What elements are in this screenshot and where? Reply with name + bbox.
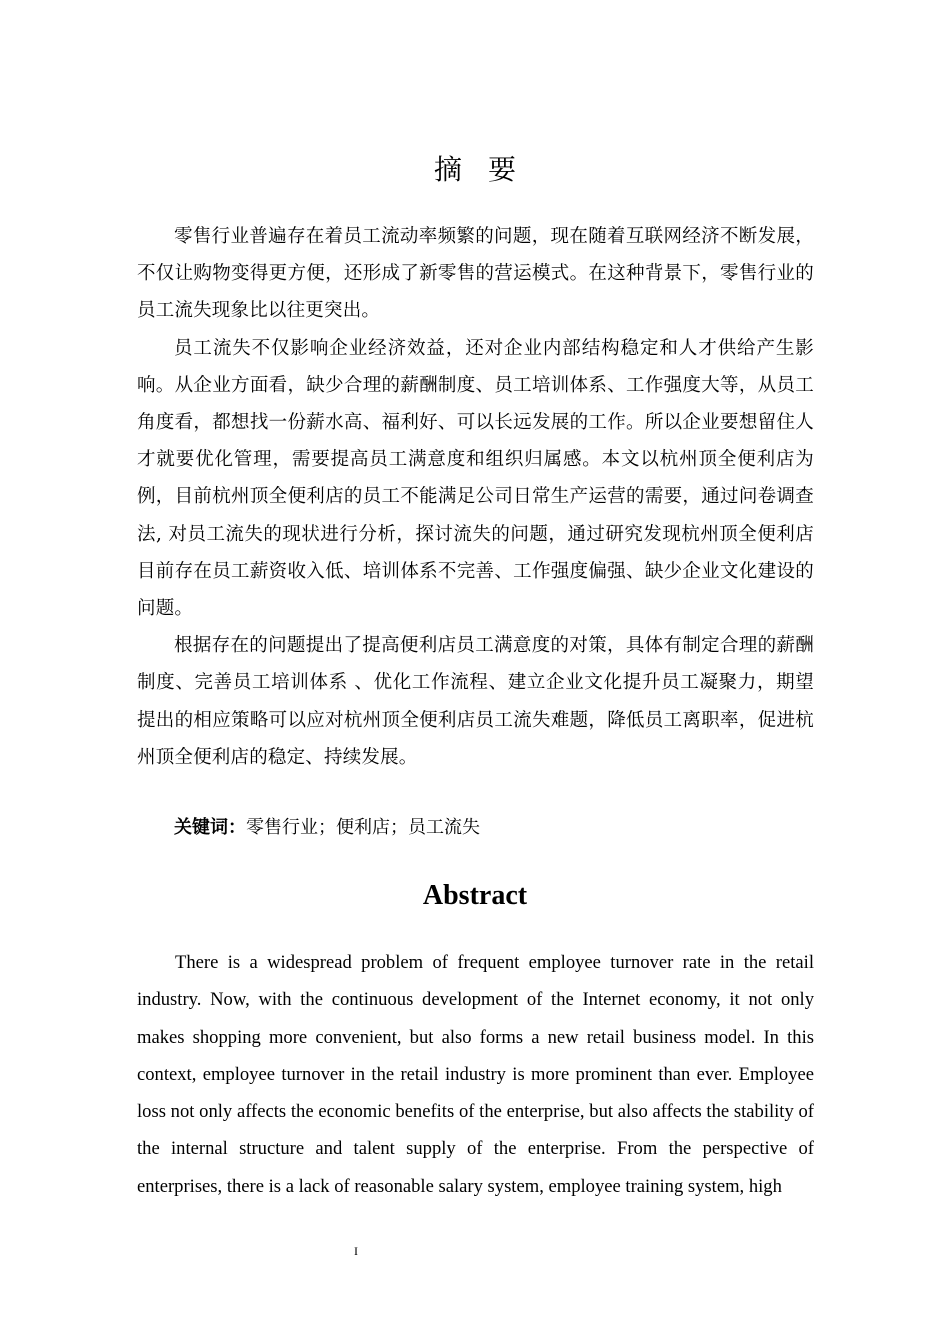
page-number: I: [354, 1244, 358, 1258]
keywords-label: 关键词：: [174, 817, 246, 838]
english-abstract-body: [137, 944, 814, 1205]
chinese-abstract-body: [137, 218, 814, 776]
english-abstract-title: Abstract: [422, 880, 528, 911]
chinese-abstract-paragraph: 根据存在的问题提出了提高便利店员工满意度的对策，具体有制定合理的薪酬制度、完善员工培训体系 、优化工作流程、建立企业文化提升员工凝聚力，期望提出的相应策略可以应对杭州顶全便利店员工流失难题，降低员工离职率，促进杭州顶全便利店的稳定、持续发展。: [137, 635, 814, 768]
chinese-abstract-title: 摘要: [433, 153, 542, 186]
keywords-line: [174, 810, 480, 846]
chinese-abstract-paragraph: 员工流失不仅影响企业经济效益，还对企业内部结构稳定和人才供给产生影响。从企业方面看，缺少合理的薪酬制度、员工培训体系、工作强度大等，从员工角度看，都想找一份薪水高、福利好、可以长远发展的工作。所以企业要想留住人才就要优化管理，需要提高员工满意度和组织归属感。本文以杭州顶全便利店为例，目前杭州顶全便利店的员工不能满足公司日常生产运营的需要，通过问卷调查法, 对员工流失的现状进行分析，探讨流失的问题，通过研究发现杭州顶全便利店目前存在员工薪资收入低、培训体系不完善、工作强度偏强、缺少企业文化建设的问题。: [137, 337, 814, 620]
english-abstract-paragraph: There is a widespread problem of frequent employee turnover rate in the retail industry. Now, with the continuous development of the Internet economy, it not only makes shopping more convenient, but also forms a new retail business model. In this context, employee turnover in the retail industry is more prominent than ever. Employee loss not only affects the economic benefits of the enterprise, but also affects the stability of the internal structure and talent supply of the enterprise. From the perspective of enterprises, there is a lack of reasonable salary system, employee training system, high: [137, 952, 814, 1197]
keywords-value: 零售行业；便利店；员工流失: [246, 817, 480, 838]
chinese-abstract-paragraph: 零售行业普遍存在着员工流动率频繁的问题，现在随着互联网经济不断发展，不仅让购物变得更方便，还形成了新零售的营运模式。在这种背景下，零售行业的员工流失现象比以往更突出。: [137, 226, 814, 322]
